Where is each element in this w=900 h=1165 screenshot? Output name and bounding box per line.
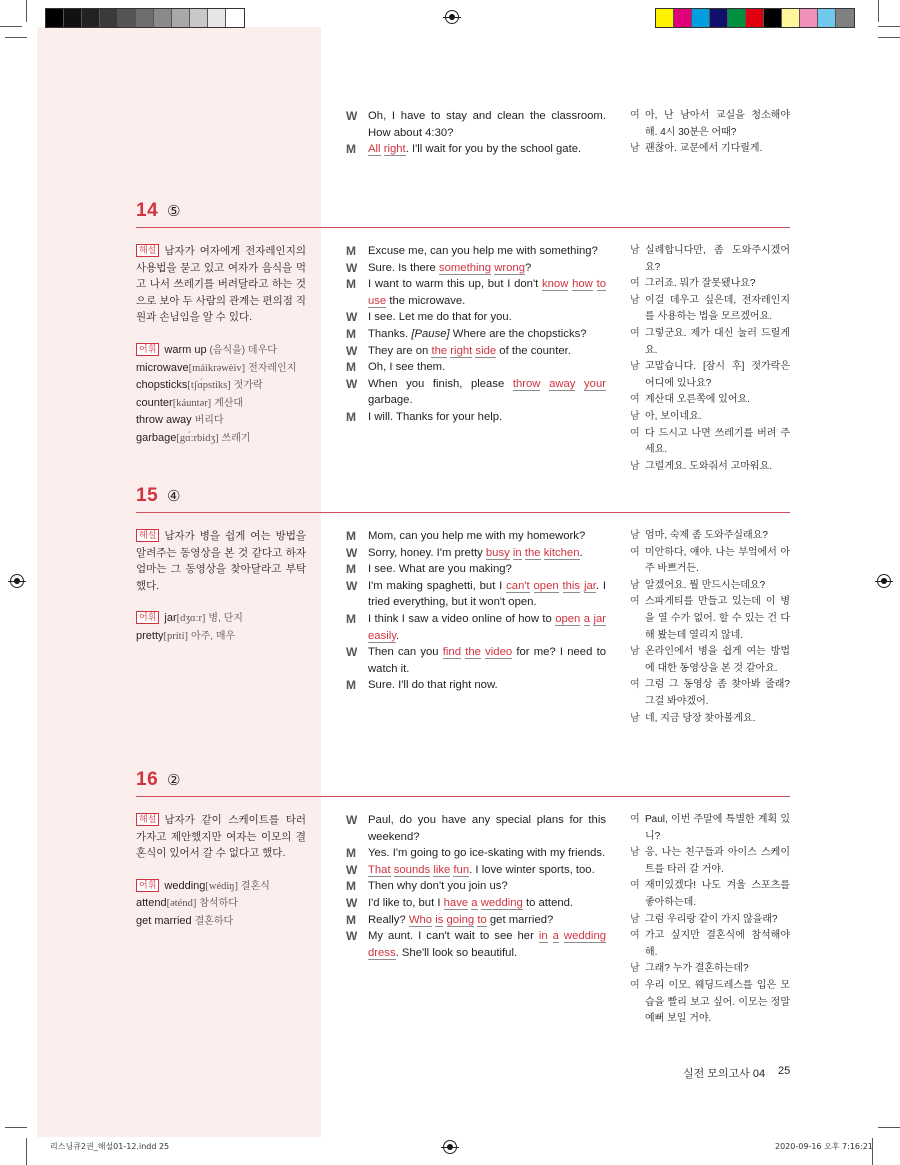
vocab-item — [136, 342, 306, 360]
speaker-label: M — [346, 409, 356, 424]
blank-answer: Who — [408, 913, 433, 926]
dialogue-line: M Oh, I see them. — [346, 360, 446, 375]
explanation-tag: 해설 — [136, 529, 159, 542]
blank-answer: use — [368, 294, 387, 307]
dialogue-line: M Sure. I'll do that right now. — [346, 678, 498, 693]
color-swatch — [82, 9, 100, 27]
color-swatch — [710, 9, 728, 27]
blank-answer: a — [471, 896, 478, 909]
registration-mark-icon — [877, 574, 891, 588]
color-swatch — [656, 9, 674, 27]
dialogue-line: M Thanks. [Pause] Where are the chopsticks? — [346, 326, 587, 341]
crop-mark — [878, 37, 900, 38]
translation-line: 여 계산대 오른쪽에 있어요. — [630, 392, 790, 409]
blank-answer: open — [533, 579, 559, 592]
translation-line: 남 아, 보이네요. — [630, 409, 790, 426]
translation-line: 여 재미있겠다! 나도 겨울 스포츠를 좋아하는데. — [630, 880, 790, 908]
speaker-label: W — [346, 343, 358, 358]
question-number: 14 — [136, 200, 159, 221]
speaker-label: 여 — [630, 110, 640, 121]
speaker-label: W — [346, 545, 358, 560]
question-number: 16 — [136, 769, 159, 790]
blank-answer: like — [433, 863, 451, 876]
speaker-label: 여 — [630, 930, 640, 942]
registration-mark-icon — [10, 574, 24, 588]
vocab-pronunciation: [əténd] — [166, 898, 197, 910]
dialogue-line: W Then can you find the video for me? I need to watch it. — [346, 645, 606, 675]
crop-mark — [878, 26, 900, 27]
dialogue-line: M I want to warm this up, but I don't know how to use the microwave. — [346, 277, 607, 307]
speaker-label: W — [346, 813, 358, 827]
blank-answer: away — [549, 377, 576, 390]
speaker-label: M — [346, 529, 356, 543]
explanation: 해설 남자가 같이 스케이트를 타러 가자고 제안했지만 여자는 이모의 결혼식이 있어서 갈 수 없다고 했다. — [136, 814, 306, 860]
vocab-meaning: 젓가락 — [233, 380, 263, 392]
color-swatch — [46, 9, 64, 27]
dialogue-line: M I think I saw a video online of how to open a jar easily. — [346, 611, 607, 642]
color-swatch — [728, 9, 746, 27]
translation-line: 여 그러죠. 뭐가 잘못됐나요? — [630, 276, 790, 293]
speaker-label: W — [346, 862, 358, 877]
blank-answer: jar — [593, 612, 607, 625]
translation-line: 남 온라인에서 병을 쉽게 여는 방법에 대한 동영상을 본 것 같아요. — [630, 646, 790, 674]
vocab-tag: 어휘 — [136, 611, 159, 624]
question-15-notes — [136, 528, 306, 646]
color-swatch — [836, 9, 854, 27]
speaker-label: W — [346, 578, 358, 593]
blank-answer: a — [552, 930, 559, 943]
registration-mark-icon — [445, 10, 459, 24]
blank-answer: That — [368, 863, 391, 876]
vocab-word: wedding — [164, 879, 206, 892]
color-swatch — [800, 9, 818, 27]
color-swatch — [746, 9, 764, 27]
color-swatch — [208, 9, 226, 27]
color-swatch — [692, 9, 710, 27]
speaker-label: 남 — [630, 294, 640, 306]
vocab-tag: 어휘 — [136, 343, 159, 356]
speaker-label: M — [346, 244, 356, 258]
dialogue-line: M Then why don't you join us? — [346, 879, 508, 894]
translation-line: 여 아, 난 남아서 교실을 청소해야 해. 4시 30분은 어때? — [630, 110, 790, 138]
question-16-dialogue — [346, 812, 606, 961]
question-16-translation — [630, 812, 790, 1028]
vocab-pronunciation: [máikrəwèiv] — [188, 362, 246, 374]
speaker-label: W — [346, 895, 358, 910]
blank-answer: the — [465, 646, 481, 659]
blank-answer: going — [446, 913, 475, 926]
vocab-meaning: 계산대 — [214, 397, 244, 409]
blank-answer: jar — [583, 579, 596, 592]
blank-answer: to — [596, 278, 607, 291]
vocab-item — [136, 895, 306, 913]
vocab-pronunciation: [gɑ́ːrbidʒ] — [176, 432, 219, 444]
translation-line: 여 가고 싶지만 결혼식에 참석해야 해. — [630, 930, 790, 958]
dialogue-line: W They are on the right side of the counter. — [346, 343, 571, 358]
blank-answer: All — [368, 143, 381, 156]
dialogue-line: M Excuse me, can you help me with something? — [346, 244, 598, 258]
vocab-meaning: 결혼식 — [240, 880, 270, 892]
blank-answer: side — [475, 344, 497, 357]
blank-answer: something — [438, 261, 492, 274]
speaker-label: M — [346, 277, 356, 292]
speaker-label: M — [346, 678, 356, 693]
vocab-pronunciation: [príti] — [163, 630, 189, 642]
translation-line: 남 괜찮아. 교문에서 기다릴게. — [630, 141, 790, 158]
translation-line: 여 우리 이모. 웨딩드레스를 입은 모습을 빨리 보고 싶어. 이모는 정말 예뻐 보일 거야. — [630, 979, 790, 1025]
explanation: 해설 남자가 병을 쉽게 여는 방법을 알려주는 동영상을 본 것 같다고 하자 엄마는 그 동영상을 찾아달라고 부탁했다. — [136, 530, 306, 592]
vocab-word: get married — [136, 914, 192, 927]
translation-line: 남 네, 지금 당장 찾아볼게요. — [630, 711, 790, 728]
speaker-label: 여 — [630, 327, 640, 339]
crop-mark — [0, 26, 22, 27]
dialogue-line: W I see. Let me do that for you. — [346, 310, 512, 325]
vocab-item — [136, 610, 306, 628]
color-swatch — [154, 9, 172, 27]
speaker-label: M — [346, 326, 356, 341]
question-14-dialogue — [346, 243, 606, 426]
page-number: 25 — [778, 1065, 791, 1077]
translation-line: 여 Paul, 이번 주말에 특별한 계획 있니? — [630, 814, 790, 842]
footer-section-title: 실전 모의고사 04 — [683, 1068, 766, 1080]
translation-line: 여 다 드시고 나면 쓰레기를 버려 주세요. — [630, 427, 790, 456]
vocab-item — [136, 628, 306, 646]
dialogue-line: M Really? Who is going to get married? — [346, 912, 554, 927]
speaker-label: M — [346, 912, 356, 927]
crop-mark — [26, 0, 27, 22]
dialogue-line: W I'd like to, but I have a wedding to attend. — [346, 895, 574, 910]
question-14-notes — [136, 243, 306, 448]
dialogue-line: W Sorry, honey. I'm pretty busy in the kitchen. — [346, 545, 583, 560]
dialogue-line: M All right. I'll wait for you by the school gate. — [346, 142, 582, 157]
crop-mark — [5, 1127, 27, 1128]
dialogue-line: M Yes. I'm going to go ice-skating with my friends. — [346, 846, 606, 861]
vocab-meaning: 아주, 매우 — [190, 630, 236, 642]
vocab-meaning: (음식을) 데우다 — [209, 344, 277, 356]
answer-choice: ④ — [167, 488, 181, 505]
speaker-label: 여 — [630, 979, 640, 991]
vocab-word: attend — [136, 897, 167, 910]
color-swatch — [782, 9, 800, 27]
blank-answer: in — [538, 930, 548, 943]
speaker-label: 남 — [630, 143, 640, 155]
speaker-label: 남 — [630, 847, 640, 859]
blank-answer: right — [383, 143, 406, 156]
translation-line: 남 그럼 우리랑 같이 가지 않을래? — [630, 912, 790, 929]
blank-answer: right — [450, 344, 473, 357]
speaker-label: 남 — [630, 361, 640, 373]
vocab-item — [136, 412, 306, 430]
vocab-meaning: 버리다 — [194, 415, 224, 427]
blank-answer: wrong — [494, 261, 525, 274]
question-15-header — [136, 485, 790, 513]
stage-direction: [Pause] — [411, 327, 450, 340]
speaker-label: W — [346, 645, 358, 660]
vocab-item — [136, 430, 306, 448]
blank-answer: a — [583, 612, 591, 625]
blank-answer: wedding — [563, 930, 607, 943]
vocab-meaning: 쓰레기 — [221, 432, 251, 444]
color-swatch — [136, 9, 154, 27]
explanation: 해설 남자가 여자에게 전자레인지의 사용법을 묻고 있고 여자가 음식을 먹고 나서 쓰레기를 버려달라고 하는 것으로 보아 두 사람의 관계는 편의점 직원과 손님임을 알 수 있다. — [136, 245, 306, 324]
blank-answer: kitchen — [543, 546, 580, 559]
speaker-label: M — [346, 562, 356, 577]
vocab-pronunciation: [káuntər] — [172, 397, 212, 409]
speaker-label: 여 — [630, 427, 640, 439]
speaker-label: W — [346, 929, 358, 944]
vocab-meaning: 전자레인지 — [248, 362, 297, 374]
vocab-word: throw away — [136, 414, 192, 427]
blank-answer: wedding — [480, 896, 523, 909]
color-swatch — [764, 9, 782, 27]
translation-line: 여 그럼 그 동영상 좀 찾아봐 줄래? 그걸 봐야겠어. — [630, 679, 790, 707]
speaker-label: 남 — [630, 460, 640, 472]
blank-answer: open — [555, 612, 581, 625]
speaker-label: M — [346, 142, 356, 157]
translation-line: 남 응, 나는 친구들과 아이스 스케이트를 타러 갈 거야. — [630, 847, 790, 875]
vocab-item — [136, 913, 306, 931]
vocab-meaning: 결혼하다 — [194, 915, 234, 927]
speaker-label: 남 — [630, 410, 640, 422]
speaker-label: 여 — [630, 278, 640, 290]
answer-choice: ② — [167, 772, 181, 789]
blank-answer: throw — [512, 377, 541, 390]
blank-answer: busy — [485, 546, 510, 559]
blank-answer: know — [541, 278, 569, 291]
dialogue-line: W Sure. Is there something wrong? — [346, 260, 532, 275]
question-15-dialogue — [346, 528, 606, 694]
q13-translation-continued — [630, 108, 790, 158]
color-swatch — [118, 9, 136, 27]
dialogue-line: W When you finish, please throw away your garbage. — [346, 376, 607, 407]
blank-answer: easily — [368, 629, 397, 642]
translation-line: 남 엄마, 숙제 좀 도와주실래요? — [630, 528, 790, 545]
speaker-label: 여 — [630, 596, 640, 608]
blank-answer: how — [572, 278, 593, 291]
dialogue-line: W Oh, I have to stay and clean the classroom. How about 4:30? — [346, 109, 606, 139]
question-14-header — [136, 200, 790, 228]
print-slug-filename: 리스닝큐2권_해설01-12.indd 25 — [50, 1142, 170, 1151]
vocab-item — [136, 360, 306, 378]
blank-answer: your — [584, 377, 607, 390]
grayscale-color-bar — [45, 8, 245, 28]
translation-line: 남 알겠어요. 뭘 만드시는데요? — [630, 578, 790, 595]
blank-answer: in — [512, 546, 522, 559]
vocab-item — [136, 878, 306, 896]
blank-answer: video — [485, 646, 513, 659]
question-16-notes — [136, 812, 306, 931]
vocab-word: microwave — [136, 361, 189, 374]
crop-mark — [5, 37, 27, 38]
blank-answer: fun — [453, 863, 470, 876]
vocab-pronunciation: [wédiŋ] — [205, 880, 238, 892]
vocab-meaning: 병, 단지 — [208, 613, 243, 625]
vocab-tag: 어휘 — [136, 879, 159, 892]
color-swatch — [674, 9, 692, 27]
blank-answer: find — [442, 646, 461, 659]
question-14-translation — [630, 243, 790, 475]
blank-answer: sounds — [393, 863, 431, 876]
dialogue-line: W Paul, do you have any special plans for this weekend? — [346, 813, 606, 843]
question-15-translation — [630, 528, 790, 727]
color-swatch — [64, 9, 82, 27]
translation-line: 여 미안하다, 얘야. 나는 부엌에서 아주 바쁘거든. — [630, 546, 790, 575]
explanation-tag: 해설 — [136, 244, 159, 257]
speaker-label: 남 — [630, 245, 640, 256]
dialogue-line: W I'm making spaghetti, but I can't open this jar. I tried everything, but it won't open. — [346, 578, 606, 609]
speaker-label: W — [346, 376, 358, 391]
speaker-label: 여 — [630, 880, 640, 892]
q13-dialogue-continued — [346, 108, 606, 158]
vocab-item — [136, 395, 306, 413]
question-16-header — [136, 769, 790, 797]
speaker-label: 남 — [630, 712, 640, 724]
vocab-pronunciation: [tʃɑ́pstiks] — [187, 380, 231, 392]
answer-choice: ⑤ — [167, 203, 181, 220]
speaker-label: 남 — [630, 913, 640, 925]
speaker-label: M — [346, 846, 356, 861]
dialogue-line: W That sounds like fun. I love winter sports, too. — [346, 862, 595, 877]
crop-mark — [878, 1127, 900, 1128]
blank-answer: dress — [368, 946, 396, 959]
vocabulary-list — [136, 610, 306, 645]
vocab-meaning: 참석하다 — [199, 898, 238, 910]
speaker-label: 남 — [630, 963, 640, 975]
vocab-word: jar — [164, 612, 177, 625]
color-swatch — [226, 9, 244, 27]
vocab-word: pretty — [136, 629, 164, 642]
translation-line: 여 스파게티를 만들고 있는데 이 병을 열 수가 없어. 할 수 있는 건 다 해 봤는데 열리지 않네. — [630, 596, 790, 641]
vocab-word: warm up — [164, 343, 207, 356]
speaker-label: M — [346, 879, 356, 894]
crop-mark — [26, 1138, 27, 1165]
speaker-label: 여 — [630, 679, 640, 691]
blank-answer: the — [524, 546, 541, 559]
dialogue-line: W My aunt. I can't wait to see her in a wedding dress. She'll look so beautiful. — [346, 929, 607, 959]
blank-answer: to — [477, 913, 487, 926]
speaker-label: W — [346, 109, 358, 123]
translation-line: 남 이걸 데우고 싶은데, 전자레인지를 사용하는 법을 모르겠어요. — [630, 294, 790, 323]
registration-mark-icon — [443, 1140, 457, 1154]
speaker-label: 여 — [630, 394, 640, 406]
translation-line: 남 그래? 누가 결혼하는데? — [630, 961, 790, 978]
vocabulary-list — [136, 878, 306, 931]
vocab-word: counter — [136, 396, 173, 409]
blank-answer: this — [562, 579, 581, 592]
print-slug-timestamp: 2020-09-16 오후 7:16:21 — [775, 1142, 873, 1151]
speaker-label: 남 — [630, 646, 640, 658]
crop-mark — [878, 0, 879, 22]
dialogue-line: M Mom, can you help me with my homework? — [346, 529, 586, 543]
speaker-label: W — [346, 260, 358, 275]
speaker-label: 남 — [630, 530, 640, 541]
translation-line: 남 고맙습니다. [잠시 후] 젓가락은 어디에 있나요? — [630, 361, 790, 389]
vocab-item — [136, 377, 306, 395]
translation-line: 남 실례합니다만, 좀 도와주시겠어요? — [630, 245, 790, 273]
speaker-label: M — [346, 360, 356, 375]
blank-answer: have — [443, 896, 469, 909]
speaker-label: 여 — [630, 546, 640, 558]
speaker-label: M — [346, 611, 356, 626]
vocab-pronunciation: [dʒɑːr] — [176, 613, 206, 625]
blank-answer: the — [431, 344, 448, 357]
blank-answer: is — [435, 913, 444, 926]
speaker-label: 여 — [630, 814, 640, 825]
dialogue-line: M I will. Thanks for your help. — [346, 409, 503, 424]
color-swatch — [100, 9, 118, 27]
color-swatch — [818, 9, 836, 27]
translation-line: 여 그렇군요. 제가 대신 눌러 드릴게요. — [630, 327, 790, 356]
color-swatch — [190, 9, 208, 27]
process-color-bar — [655, 8, 855, 28]
vocab-word: garbage — [136, 431, 177, 444]
color-swatch — [172, 9, 190, 27]
blank-answer: can't — [506, 579, 530, 592]
speaker-label: W — [346, 310, 358, 325]
translation-line: 남 그럴게요. 도와줘서 고마워요. — [630, 459, 790, 476]
vocab-word: chopsticks — [136, 379, 188, 392]
explanation-tag: 해설 — [136, 813, 159, 826]
dialogue-line: M I see. What are you making? — [346, 562, 512, 577]
question-number: 15 — [136, 485, 159, 506]
vocabulary-list — [136, 342, 306, 448]
speaker-label: 남 — [630, 579, 640, 591]
